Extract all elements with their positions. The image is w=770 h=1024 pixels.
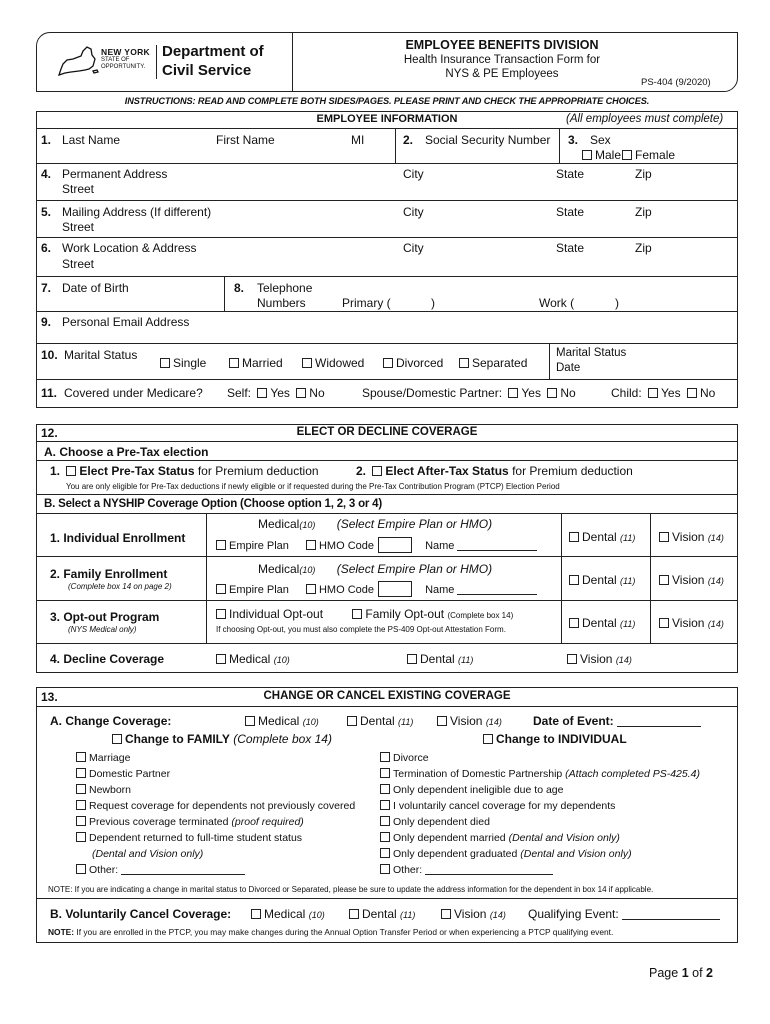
field1-num: 1. bbox=[41, 133, 52, 147]
decline-vision bbox=[567, 652, 632, 666]
list-item bbox=[380, 750, 700, 766]
individual-enrollment-label: 1. Individual Enrollment bbox=[50, 531, 186, 545]
mailing-address-label[interactable]: Mailing Address (If different) bbox=[62, 205, 212, 219]
medical-code: (10) bbox=[299, 520, 316, 530]
family-reason-checkbox[interactable] bbox=[76, 768, 86, 778]
vision-label: Vision bbox=[580, 652, 613, 666]
widowed-option bbox=[302, 356, 364, 370]
form-title-line1: Health Insurance Transaction Form for bbox=[403, 54, 601, 66]
married-label: Married bbox=[242, 356, 283, 370]
field7-num: 7. bbox=[41, 281, 52, 295]
primary-phone-close: ) bbox=[431, 296, 435, 310]
work-street-label[interactable]: Street bbox=[62, 257, 95, 271]
family-reason-note: (Dental and Vision only) bbox=[92, 848, 204, 860]
no-label: No bbox=[699, 386, 716, 400]
mailing-state-label[interactable]: State bbox=[556, 205, 585, 219]
divorced-label: Divorced bbox=[396, 356, 444, 370]
no-label: No bbox=[560, 386, 576, 400]
family-hmo-name-input[interactable] bbox=[457, 584, 537, 595]
page-number: 1 bbox=[681, 966, 689, 980]
family-reasons-list bbox=[76, 750, 355, 878]
page-of: of bbox=[692, 966, 703, 980]
marital-status-date-line1: Marital Status bbox=[556, 347, 627, 359]
vision-code: (14) bbox=[707, 619, 724, 629]
family-reason-label: Domestic Partner bbox=[89, 768, 171, 780]
section13-num: 13. bbox=[41, 690, 58, 704]
cancel-dental bbox=[349, 907, 415, 921]
decline-dental-checkbox[interactable] bbox=[407, 654, 417, 664]
field11-num: 11. bbox=[41, 386, 58, 400]
vision-code: (14) bbox=[707, 576, 724, 586]
change-to-family-label: Change to FAMILY bbox=[125, 732, 230, 746]
individual-reason-label: Only dependent died bbox=[393, 816, 490, 828]
individual-other-checkbox[interactable] bbox=[380, 864, 390, 874]
dept-title-line2: Civil Service bbox=[162, 62, 252, 79]
aftertax-num: 2. bbox=[356, 464, 367, 478]
aftertax-rest: for Premium deduction bbox=[508, 464, 633, 478]
logo-line1: NEW YORK bbox=[101, 47, 150, 57]
optout-sub: (NYS Medical only) bbox=[68, 625, 137, 634]
cancel-vision bbox=[441, 907, 506, 921]
employee-info-title: EMPLOYEE INFORMATION bbox=[316, 113, 458, 125]
decline-vision-checkbox[interactable] bbox=[567, 654, 577, 664]
change-medical bbox=[245, 714, 319, 728]
list-item bbox=[76, 782, 355, 798]
decline-medical bbox=[216, 652, 290, 666]
dental-code: (11) bbox=[398, 717, 414, 727]
pretax-note: You are only eligible for Pre-Tax deductions if newly eligible or if requested during the Pre-Tax Contribution Program (PTCP) Election Period bbox=[66, 482, 560, 491]
individual-reason-checkbox[interactable] bbox=[380, 816, 390, 826]
form-title-line2: NYS & PE Employees bbox=[445, 68, 559, 80]
family-reason-label: Newborn bbox=[89, 784, 132, 796]
page-indicator bbox=[649, 966, 713, 980]
individual-vision-checkbox[interactable] bbox=[659, 532, 669, 542]
yes-label: Yes bbox=[661, 386, 681, 400]
married-checkbox[interactable] bbox=[229, 358, 239, 368]
change-coverage-title: A. Change Coverage: bbox=[50, 714, 172, 728]
page-total: 2 bbox=[706, 966, 713, 980]
individual-vision bbox=[659, 530, 724, 544]
medical-label: Medical bbox=[229, 652, 271, 666]
pretax-option bbox=[50, 464, 319, 478]
optout-dental-checkbox[interactable] bbox=[569, 618, 579, 628]
mailing-zip-label[interactable]: Zip bbox=[635, 205, 652, 219]
individual-empire-checkbox[interactable] bbox=[216, 540, 226, 550]
field3-num: 3. bbox=[568, 133, 579, 147]
permanent-street-label[interactable]: Street bbox=[62, 182, 95, 196]
empire-plan-label: Empire Plan bbox=[229, 540, 289, 552]
family-dental bbox=[569, 573, 635, 587]
family-other-checkbox[interactable] bbox=[76, 864, 86, 874]
optout-note: If choosing Opt-out, you must also complete the PS-409 Opt-out Attestation Form. bbox=[216, 625, 506, 634]
family-reason-checkbox[interactable] bbox=[76, 784, 86, 794]
dental-label: Dental bbox=[360, 714, 395, 728]
dental-label: Dental bbox=[582, 530, 617, 544]
mailing-street-label[interactable]: Street bbox=[62, 220, 95, 234]
medicare-self-yes-checkbox[interactable] bbox=[257, 388, 267, 398]
separated-option bbox=[459, 356, 527, 370]
individual-reasons-list bbox=[380, 750, 700, 878]
b-note-bold: NOTE: bbox=[48, 927, 75, 937]
hmo-code-label: HMO Code bbox=[318, 540, 375, 552]
section13-title: CHANGE OR CANCEL EXISTING COVERAGE bbox=[263, 690, 511, 702]
first-name-label[interactable]: First Name bbox=[216, 133, 275, 147]
work-city-label[interactable]: City bbox=[403, 241, 424, 255]
dental-code: (11) bbox=[400, 910, 416, 920]
individual-hmo-name-input[interactable] bbox=[457, 540, 537, 551]
last-name-label[interactable]: Last Name bbox=[62, 133, 121, 147]
individual-reason-checkbox[interactable] bbox=[380, 752, 390, 762]
divorced-checkbox[interactable] bbox=[383, 358, 393, 368]
medicare-spouse-label: Spouse/Domestic Partner: bbox=[362, 386, 503, 400]
decline-dental bbox=[407, 652, 473, 666]
individual-reason-label: Termination of Domestic Partnership bbox=[393, 768, 563, 780]
sex-female-checkbox[interactable] bbox=[622, 150, 632, 160]
medicare-self-label: Self: bbox=[227, 386, 252, 400]
vision-label: Vision bbox=[454, 907, 487, 921]
work-location-label[interactable]: Work Location & Address bbox=[62, 241, 197, 255]
list-item bbox=[380, 766, 700, 782]
family-reason-note: (proof required) bbox=[231, 816, 304, 828]
cancel-coverage-title: B. Voluntarily Cancel Coverage: bbox=[50, 907, 232, 921]
decline-label: 4. Decline Coverage bbox=[50, 652, 165, 666]
telephone-label-1: Telephone bbox=[257, 281, 313, 295]
cancel-dental-checkbox[interactable] bbox=[349, 909, 359, 919]
section12-b-title: B. Select a NYSHIP Coverage Option (Choose option 1, 2, 3 or 4) bbox=[44, 498, 383, 510]
sex-male-checkbox[interactable] bbox=[582, 150, 592, 160]
family-reason-label: Marriage bbox=[89, 752, 131, 764]
single-label: Single bbox=[173, 356, 207, 370]
vision-label: Vision bbox=[672, 616, 705, 630]
work-zip-label[interactable]: Zip bbox=[635, 241, 652, 255]
family-vision bbox=[659, 573, 724, 587]
form-number: PS-404 (9/2020) bbox=[641, 77, 711, 88]
mailing-city-label[interactable]: City bbox=[403, 205, 424, 219]
field9-num: 9. bbox=[41, 315, 52, 329]
family-optout-note: (Complete box 14) bbox=[447, 611, 514, 620]
medicare-child bbox=[611, 386, 715, 400]
family-reason-label: Dependent returned to full-time student status bbox=[89, 832, 303, 844]
widowed-checkbox[interactable] bbox=[302, 358, 312, 368]
sex-male-label: Male bbox=[595, 148, 622, 162]
medicare-spouse-no-checkbox[interactable] bbox=[547, 388, 557, 398]
medical-label: Medical bbox=[258, 517, 300, 531]
medical-code: (10) bbox=[299, 565, 316, 575]
family-hmo-code-input[interactable] bbox=[378, 581, 412, 597]
change-vision bbox=[437, 714, 502, 728]
dental-label: Dental bbox=[582, 616, 617, 630]
change-to-family-note: (Complete box 14) bbox=[233, 732, 332, 746]
qualifying-event-input[interactable] bbox=[622, 909, 720, 920]
list-item bbox=[380, 830, 700, 846]
marital-status-options bbox=[160, 356, 206, 370]
ny-state-map-icon bbox=[55, 45, 99, 79]
list-item bbox=[380, 798, 700, 814]
individual-reason-checkbox[interactable] bbox=[380, 768, 390, 778]
division-title: EMPLOYEE BENEFITS DIVISION bbox=[405, 38, 599, 52]
list-item bbox=[380, 782, 700, 798]
list-item bbox=[76, 766, 355, 782]
family-reason-label: Previous coverage terminated bbox=[89, 816, 229, 828]
change-medical-checkbox[interactable] bbox=[245, 716, 255, 726]
individual-hmo-checkbox[interactable] bbox=[306, 540, 316, 550]
change-dental bbox=[347, 714, 413, 728]
individual-reason-label: Only dependent married bbox=[393, 832, 506, 844]
field6-num: 6. bbox=[41, 241, 52, 255]
individual-reason-checkbox[interactable] bbox=[380, 800, 390, 810]
primary-phone-label[interactable]: Primary ( bbox=[342, 296, 391, 310]
field10-num: 10. bbox=[41, 348, 58, 362]
page-label: Page bbox=[649, 966, 679, 980]
medicare-spouse-yes-checkbox[interactable] bbox=[508, 388, 518, 398]
ssn-label[interactable]: Social Security Number bbox=[425, 133, 551, 147]
individual-dental bbox=[569, 530, 635, 544]
qualifying-event bbox=[528, 907, 720, 921]
hmo-name-label: Name bbox=[425, 540, 455, 552]
employee-info-note: (All employees must complete) bbox=[566, 113, 724, 125]
decline-medical-checkbox[interactable] bbox=[216, 654, 226, 664]
family-reason-checkbox[interactable] bbox=[76, 752, 86, 762]
aftertax-option bbox=[356, 464, 633, 478]
list-item bbox=[76, 862, 355, 878]
sex-label: Sex bbox=[590, 133, 611, 147]
change-to-family-checkbox[interactable] bbox=[112, 734, 122, 744]
list-item bbox=[380, 814, 700, 830]
list-item bbox=[380, 862, 700, 878]
pretax-num: 1. bbox=[50, 464, 61, 478]
work-phone-close: ) bbox=[615, 296, 619, 310]
cancel-medical bbox=[251, 907, 325, 921]
permanent-state-label[interactable]: State bbox=[556, 167, 585, 181]
section13-b-note bbox=[48, 927, 613, 937]
change-to-individual-checkbox[interactable] bbox=[483, 734, 493, 744]
section13-note: NOTE: If you are indicating a change in marital status to Divorced or Separated, please be sure to update the address information for the dependent in box 14 if applicable. bbox=[48, 885, 654, 894]
family-enrollment-label: 2. Family Enrollment bbox=[50, 567, 168, 581]
yes-label: Yes bbox=[270, 386, 290, 400]
optout-label: 3. Opt-out Program bbox=[50, 610, 160, 624]
vision-label: Vision bbox=[672, 530, 705, 544]
medicare-child-yes-checkbox[interactable] bbox=[648, 388, 658, 398]
separated-checkbox[interactable] bbox=[459, 358, 469, 368]
family-empire-checkbox[interactable] bbox=[216, 584, 226, 594]
select-plan-label: (Select Empire Plan or HMO) bbox=[336, 562, 493, 576]
family-plan-row bbox=[216, 581, 537, 597]
dental-label: Dental bbox=[420, 652, 455, 666]
family-medical-heading bbox=[258, 562, 492, 576]
select-plan-label: (Select Empire Plan or HMO) bbox=[336, 517, 493, 531]
no-label: No bbox=[309, 386, 325, 400]
individual-reason-label: I voluntarily cancel coverage for my dependents bbox=[393, 800, 616, 812]
vision-label: Vision bbox=[672, 573, 705, 587]
change-to-individual bbox=[483, 732, 627, 746]
individual-reason-label: Only dependent ineligible due to age bbox=[393, 784, 564, 796]
vision-code: (14) bbox=[707, 533, 724, 543]
empire-plan-label: Empire Plan bbox=[229, 584, 289, 596]
permanent-address-label[interactable]: Permanent Address bbox=[62, 167, 168, 181]
family-other-input[interactable] bbox=[121, 864, 245, 875]
vision-code: (14) bbox=[485, 717, 502, 727]
logo-line2: STATE OF bbox=[101, 57, 130, 63]
individual-other-label: Other: bbox=[393, 864, 423, 876]
b-note-text: If you are enrolled in the PTCP, you may make changes during the Annual Option Transfer Period or when experiencing a PTCP qualifying event. bbox=[74, 927, 614, 937]
family-reason-checkbox[interactable] bbox=[76, 832, 86, 842]
married-option bbox=[229, 356, 283, 370]
form-header bbox=[36, 32, 738, 92]
individual-optout-checkbox[interactable] bbox=[216, 609, 226, 619]
sex-options bbox=[582, 148, 675, 162]
hmo-name-label: Name bbox=[425, 584, 455, 596]
pretax-rest: for Premium deduction bbox=[194, 464, 319, 478]
cancel-medical-checkbox[interactable] bbox=[251, 909, 261, 919]
dept-title-line1: Department of bbox=[162, 43, 264, 60]
permanent-zip-label[interactable]: Zip bbox=[635, 167, 652, 181]
individual-reason-note: (Dental and Vision only) bbox=[520, 848, 632, 860]
medical-code: (10) bbox=[273, 655, 290, 665]
pretax-checkbox[interactable] bbox=[66, 466, 76, 476]
separated-label: Separated bbox=[472, 356, 528, 370]
individual-reason-label: Only dependent graduated bbox=[393, 848, 518, 860]
medicare-child-no-checkbox[interactable] bbox=[687, 388, 697, 398]
section12-a-title: A. Choose a Pre-Tax election bbox=[44, 445, 209, 459]
family-enrollment-note: (Complete box 14 on page 2) bbox=[68, 582, 172, 591]
individual-reason-checkbox[interactable] bbox=[380, 832, 390, 842]
individual-reason-note: (Dental and Vision only) bbox=[508, 832, 620, 844]
work-state-label[interactable]: State bbox=[556, 241, 585, 255]
list-item bbox=[76, 830, 355, 846]
optout-vision bbox=[659, 616, 724, 630]
change-dental-checkbox[interactable] bbox=[347, 716, 357, 726]
individual-reason-note: (Attach completed PS-425.4) bbox=[565, 768, 700, 780]
family-hmo-checkbox[interactable] bbox=[306, 584, 316, 594]
change-to-individual-label: Change to INDIVIDUAL bbox=[496, 732, 627, 746]
dental-code: (11) bbox=[458, 655, 474, 665]
medicare-label: Covered under Medicare? bbox=[64, 386, 203, 400]
family-optout-checkbox[interactable] bbox=[352, 609, 362, 619]
sex-female-label: Female bbox=[635, 148, 676, 162]
medical-code: (10) bbox=[302, 717, 319, 727]
individual-optout-label: Individual Opt-out bbox=[229, 607, 324, 621]
nys-logo bbox=[55, 43, 170, 83]
list-item bbox=[380, 846, 700, 862]
list-item bbox=[76, 814, 355, 830]
medical-label: Medical bbox=[258, 714, 300, 728]
dental-label: Dental bbox=[362, 907, 397, 921]
single-checkbox[interactable] bbox=[160, 358, 170, 368]
yes-label: Yes bbox=[521, 386, 541, 400]
change-to-family bbox=[112, 732, 332, 746]
individual-dental-checkbox[interactable] bbox=[569, 532, 579, 542]
telephone-label-2: Numbers bbox=[257, 296, 306, 310]
family-reason-checkbox[interactable] bbox=[76, 800, 86, 810]
dental-code: (11) bbox=[620, 533, 636, 543]
dob-label[interactable]: Date of Birth bbox=[62, 281, 129, 295]
family-vision-checkbox[interactable] bbox=[659, 575, 669, 585]
family-other-label: Other: bbox=[89, 864, 119, 876]
permanent-city-label[interactable]: City bbox=[403, 167, 424, 181]
optout-options bbox=[216, 607, 513, 621]
work-phone-label[interactable]: Work ( bbox=[539, 296, 575, 310]
list-item bbox=[76, 750, 355, 766]
date-of-event-label: Date of Event: bbox=[533, 714, 614, 728]
instructions: INSTRUCTIONS: READ AND COMPLETE BOTH SIDES/PAGES. PLEASE PRINT AND CHECK THE APPROPRIATE CHOICES. bbox=[124, 96, 650, 106]
optout-vision-checkbox[interactable] bbox=[659, 618, 669, 628]
field2-num: 2. bbox=[403, 133, 414, 147]
widowed-label: Widowed bbox=[315, 356, 365, 370]
individual-reason-checkbox[interactable] bbox=[380, 848, 390, 858]
medicare-child-label: Child: bbox=[611, 386, 642, 400]
dental-code: (11) bbox=[620, 576, 636, 586]
optout-dental bbox=[569, 616, 635, 630]
family-dental-checkbox[interactable] bbox=[569, 575, 579, 585]
individual-other-input[interactable] bbox=[425, 864, 553, 875]
medicare-self bbox=[227, 386, 325, 400]
aftertax-bold: Elect After-Tax Status bbox=[385, 464, 509, 478]
family-reason-label: Request coverage for dependents not previously covered bbox=[89, 800, 356, 812]
date-of-event bbox=[533, 714, 701, 728]
logo-line3: OPPORTUNITY. bbox=[101, 64, 146, 70]
vision-code: (14) bbox=[615, 655, 632, 665]
medical-label: Medical bbox=[258, 562, 300, 576]
list-item bbox=[76, 798, 355, 814]
individual-hmo-code-input[interactable] bbox=[378, 537, 412, 553]
medical-label: Medical bbox=[264, 907, 306, 921]
dental-label: Dental bbox=[582, 573, 617, 587]
medical-code: (10) bbox=[308, 910, 325, 920]
individual-reason-checkbox[interactable] bbox=[380, 784, 390, 794]
change-vision-checkbox[interactable] bbox=[437, 716, 447, 726]
cancel-vision-checkbox[interactable] bbox=[441, 909, 451, 919]
pretax-bold: Elect Pre-Tax Status bbox=[79, 464, 195, 478]
field8-num: 8. bbox=[234, 281, 245, 295]
mi-label[interactable]: MI bbox=[351, 133, 365, 147]
qualifying-event-label: Qualifying Event: bbox=[528, 907, 619, 921]
hmo-code-label: HMO Code bbox=[318, 584, 375, 596]
field4-num: 4. bbox=[41, 167, 52, 181]
vision-label: Vision bbox=[450, 714, 483, 728]
aftertax-checkbox[interactable] bbox=[372, 466, 382, 476]
family-reason-checkbox[interactable] bbox=[76, 816, 86, 826]
email-label[interactable]: Personal Email Address bbox=[62, 315, 190, 329]
marital-status-date-line2[interactable]: Date bbox=[556, 362, 581, 374]
medicare-self-no-checkbox[interactable] bbox=[296, 388, 306, 398]
section12-title: ELECT OR DECLINE COVERAGE bbox=[296, 426, 478, 438]
divorced-option bbox=[383, 356, 443, 370]
marital-status-label: Marital Status bbox=[64, 348, 138, 362]
individual-plan-row bbox=[216, 537, 537, 553]
family-optout-label: Family Opt-out bbox=[365, 607, 445, 621]
section12-num: 12. bbox=[41, 426, 58, 440]
date-of-event-input[interactable] bbox=[617, 716, 701, 727]
field5-num: 5. bbox=[41, 205, 52, 219]
vision-code: (14) bbox=[489, 910, 506, 920]
medicare-spouse bbox=[362, 386, 576, 400]
individual-reason-label: Divorce bbox=[393, 752, 429, 764]
individual-medical-heading bbox=[258, 517, 492, 531]
dental-code: (11) bbox=[620, 619, 636, 629]
